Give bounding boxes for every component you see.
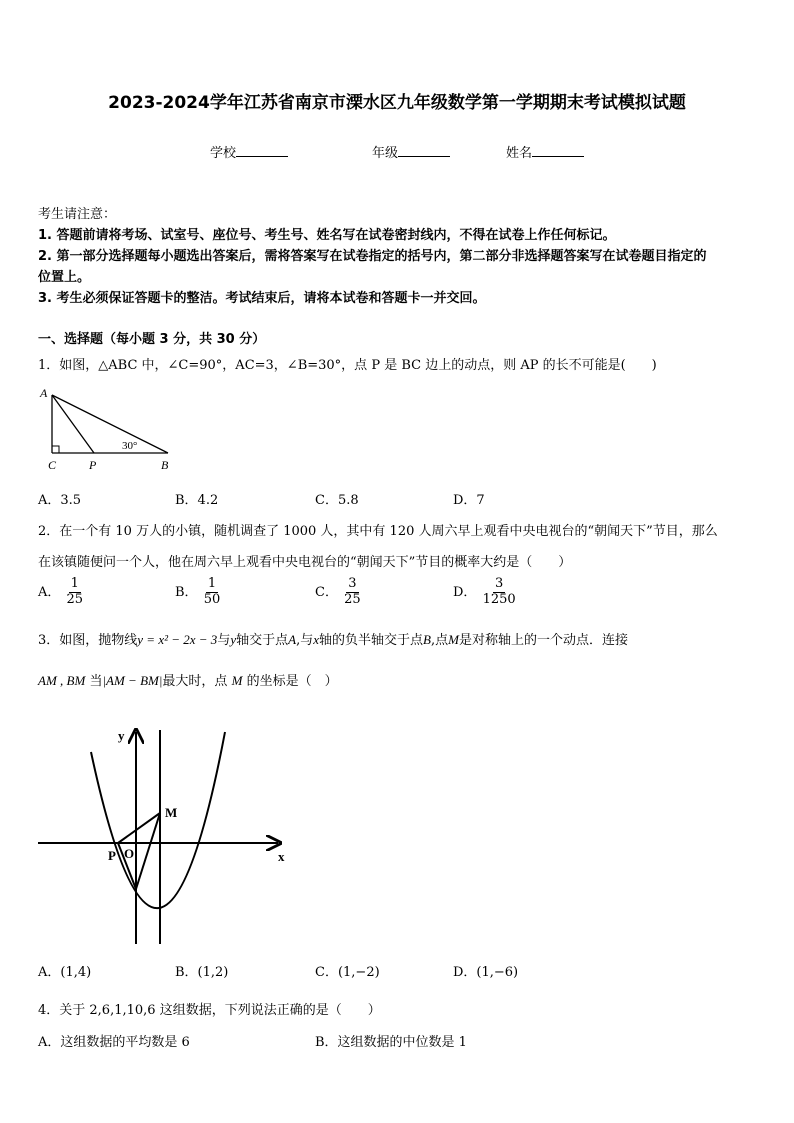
q2-option-c [315,577,363,608]
name-label: 姓名 [506,146,533,161]
q3-text-3: 轴交于点 [236,633,289,648]
q1-option-b: B．4.2 [175,493,219,508]
segment-ap [52,395,94,453]
q1-option-d: D．7 [453,493,485,508]
segment-am [136,813,160,889]
school-blank [236,144,288,157]
q4-option-b: B．这组数据的中位数是 1 [315,1035,467,1050]
q2-option-d-num: 3 [494,576,504,591]
q2-option-c-num: 3 [348,576,357,591]
notice-item-1: 1. 答题前请将考场、试室号、座位号、考生号、姓名写在试卷密封线内，不得在试卷上作任何标记。 [38,228,616,243]
q3-segments: AM , BM [38,673,86,688]
q3-stem-line2 [38,670,338,689]
q2-stem-line1: 2．在一个有 10 万人的小镇，随机调查了 1000 人，其中有 120 人周六早上观看中央电视台的“朝闻天下”节目，那么 [38,524,718,539]
label-m: M [165,805,178,820]
side-ab [52,395,168,453]
q3-option-b: B．(1,2) [175,965,229,980]
q3-var-x: x [313,632,319,647]
q1-option-a: A．3.5 [38,493,82,508]
q3-point-a: A [288,632,297,647]
q3-abs-expression: |AM − BM| [102,673,163,688]
q3-var-y: y [230,632,237,647]
notice-item-2-cont: 位置上。 [38,270,91,285]
notice-heading: 考生请注意： [38,207,117,222]
label-p: P [108,848,116,863]
school-label: 学校 [210,146,237,161]
notice-item-2: 2. 第一部分选择题每小题选出答案后，需将答案写在试卷指定的括号内，第二部分非选择题答案写在试卷题目指定的 [38,249,707,264]
label-b: B [161,458,169,472]
q1-stem: 1．如图，△ABC 中，∠C=90°，AC=3，∠B=30°，点 P 是 BC 边上的动点，则 AP 的长不可能是( ) [38,358,657,373]
q3-option-a: A．(1,4) [38,965,92,980]
q2-option-a-den: 25 [66,591,84,607]
section-heading: 一、选择题（每小题 3 分，共 30 分） [38,332,266,347]
q2-stem-line2: 在该镇随便问一个人，他在周六早上观看中央电视台的“朝闻天下”节目的概率大约是（ ） [38,555,572,570]
q2-option-c-label: C． [315,584,338,600]
label-p: P [89,458,97,472]
right-angle-mark [52,446,59,453]
label-o: O [124,846,135,861]
q2-option-d-label: D． [453,584,477,600]
q3-text-max: 最大时，点 [162,674,228,689]
q3-text-coord: 的坐标是（ ） [246,674,338,689]
q2-option-a [38,577,85,608]
q3-stem-line1 [38,629,628,648]
q3-text-1: 3．如图，抛物线 [38,633,138,648]
q2-option-c-den: 25 [344,591,361,607]
q2-option-b [175,577,222,608]
notice-item-3: 3. 考生必须保证答题卡的整洁。考试结束后，请将本试卷和答题卡一并交回。 [38,291,486,306]
q3-text-7: 是对称轴上的一个动点．连接 [458,633,628,648]
name-field [506,142,584,161]
name-blank [532,144,584,157]
q3-text-2: 与 [217,633,231,648]
grade-field [372,142,450,161]
page-title: 2023-2024学年江苏省南京市溧水区九年级数学第一学期期末考试模拟试题 [108,93,686,113]
q3-text-5: 轴的负半轴交于点 [319,633,424,648]
label-angle: 30° [122,440,138,452]
q2-option-d [453,577,518,608]
q3-text-6: ,点 [430,633,449,648]
q3-option-c: C．(1,−2) [315,965,380,980]
q4-option-a: A．这组数据的平均数是 6 [38,1035,190,1050]
label-y: y [118,728,125,743]
q3-equation: y = x² − 2x − 3 [137,632,218,647]
label-x: x [278,849,285,864]
q3-parabola-figure [30,722,300,950]
q1-option-c: C．5.8 [315,493,359,508]
q4-stem: 4．关于 2,6,1,10,6 这组数据，下列说法正确的是（ ） [38,1003,381,1018]
grade-label: 年级 [372,146,399,161]
q3-option-d: D．(1,−6) [453,965,519,980]
q3-text-4: ,与 [296,633,314,648]
q2-option-d-den: 1250 [482,591,516,607]
q2-option-b-label: B． [175,584,198,600]
q2-option-b-num: 1 [207,576,217,591]
label-c: C [48,458,57,472]
q3-point-m: M [448,632,459,647]
q2-option-b-den: 50 [203,591,221,607]
label-a: A [40,386,48,400]
grade-blank [398,144,450,157]
q3-point-m-2: M [231,673,243,688]
q1-triangle-figure [38,383,178,475]
q2-option-a-num: 1 [70,576,79,591]
q2-option-a-label: A． [38,584,61,600]
segment-bm [118,813,160,843]
school-field [210,142,288,161]
q3-point-b: B [423,632,431,647]
q3-text-when: 当 [89,674,103,689]
